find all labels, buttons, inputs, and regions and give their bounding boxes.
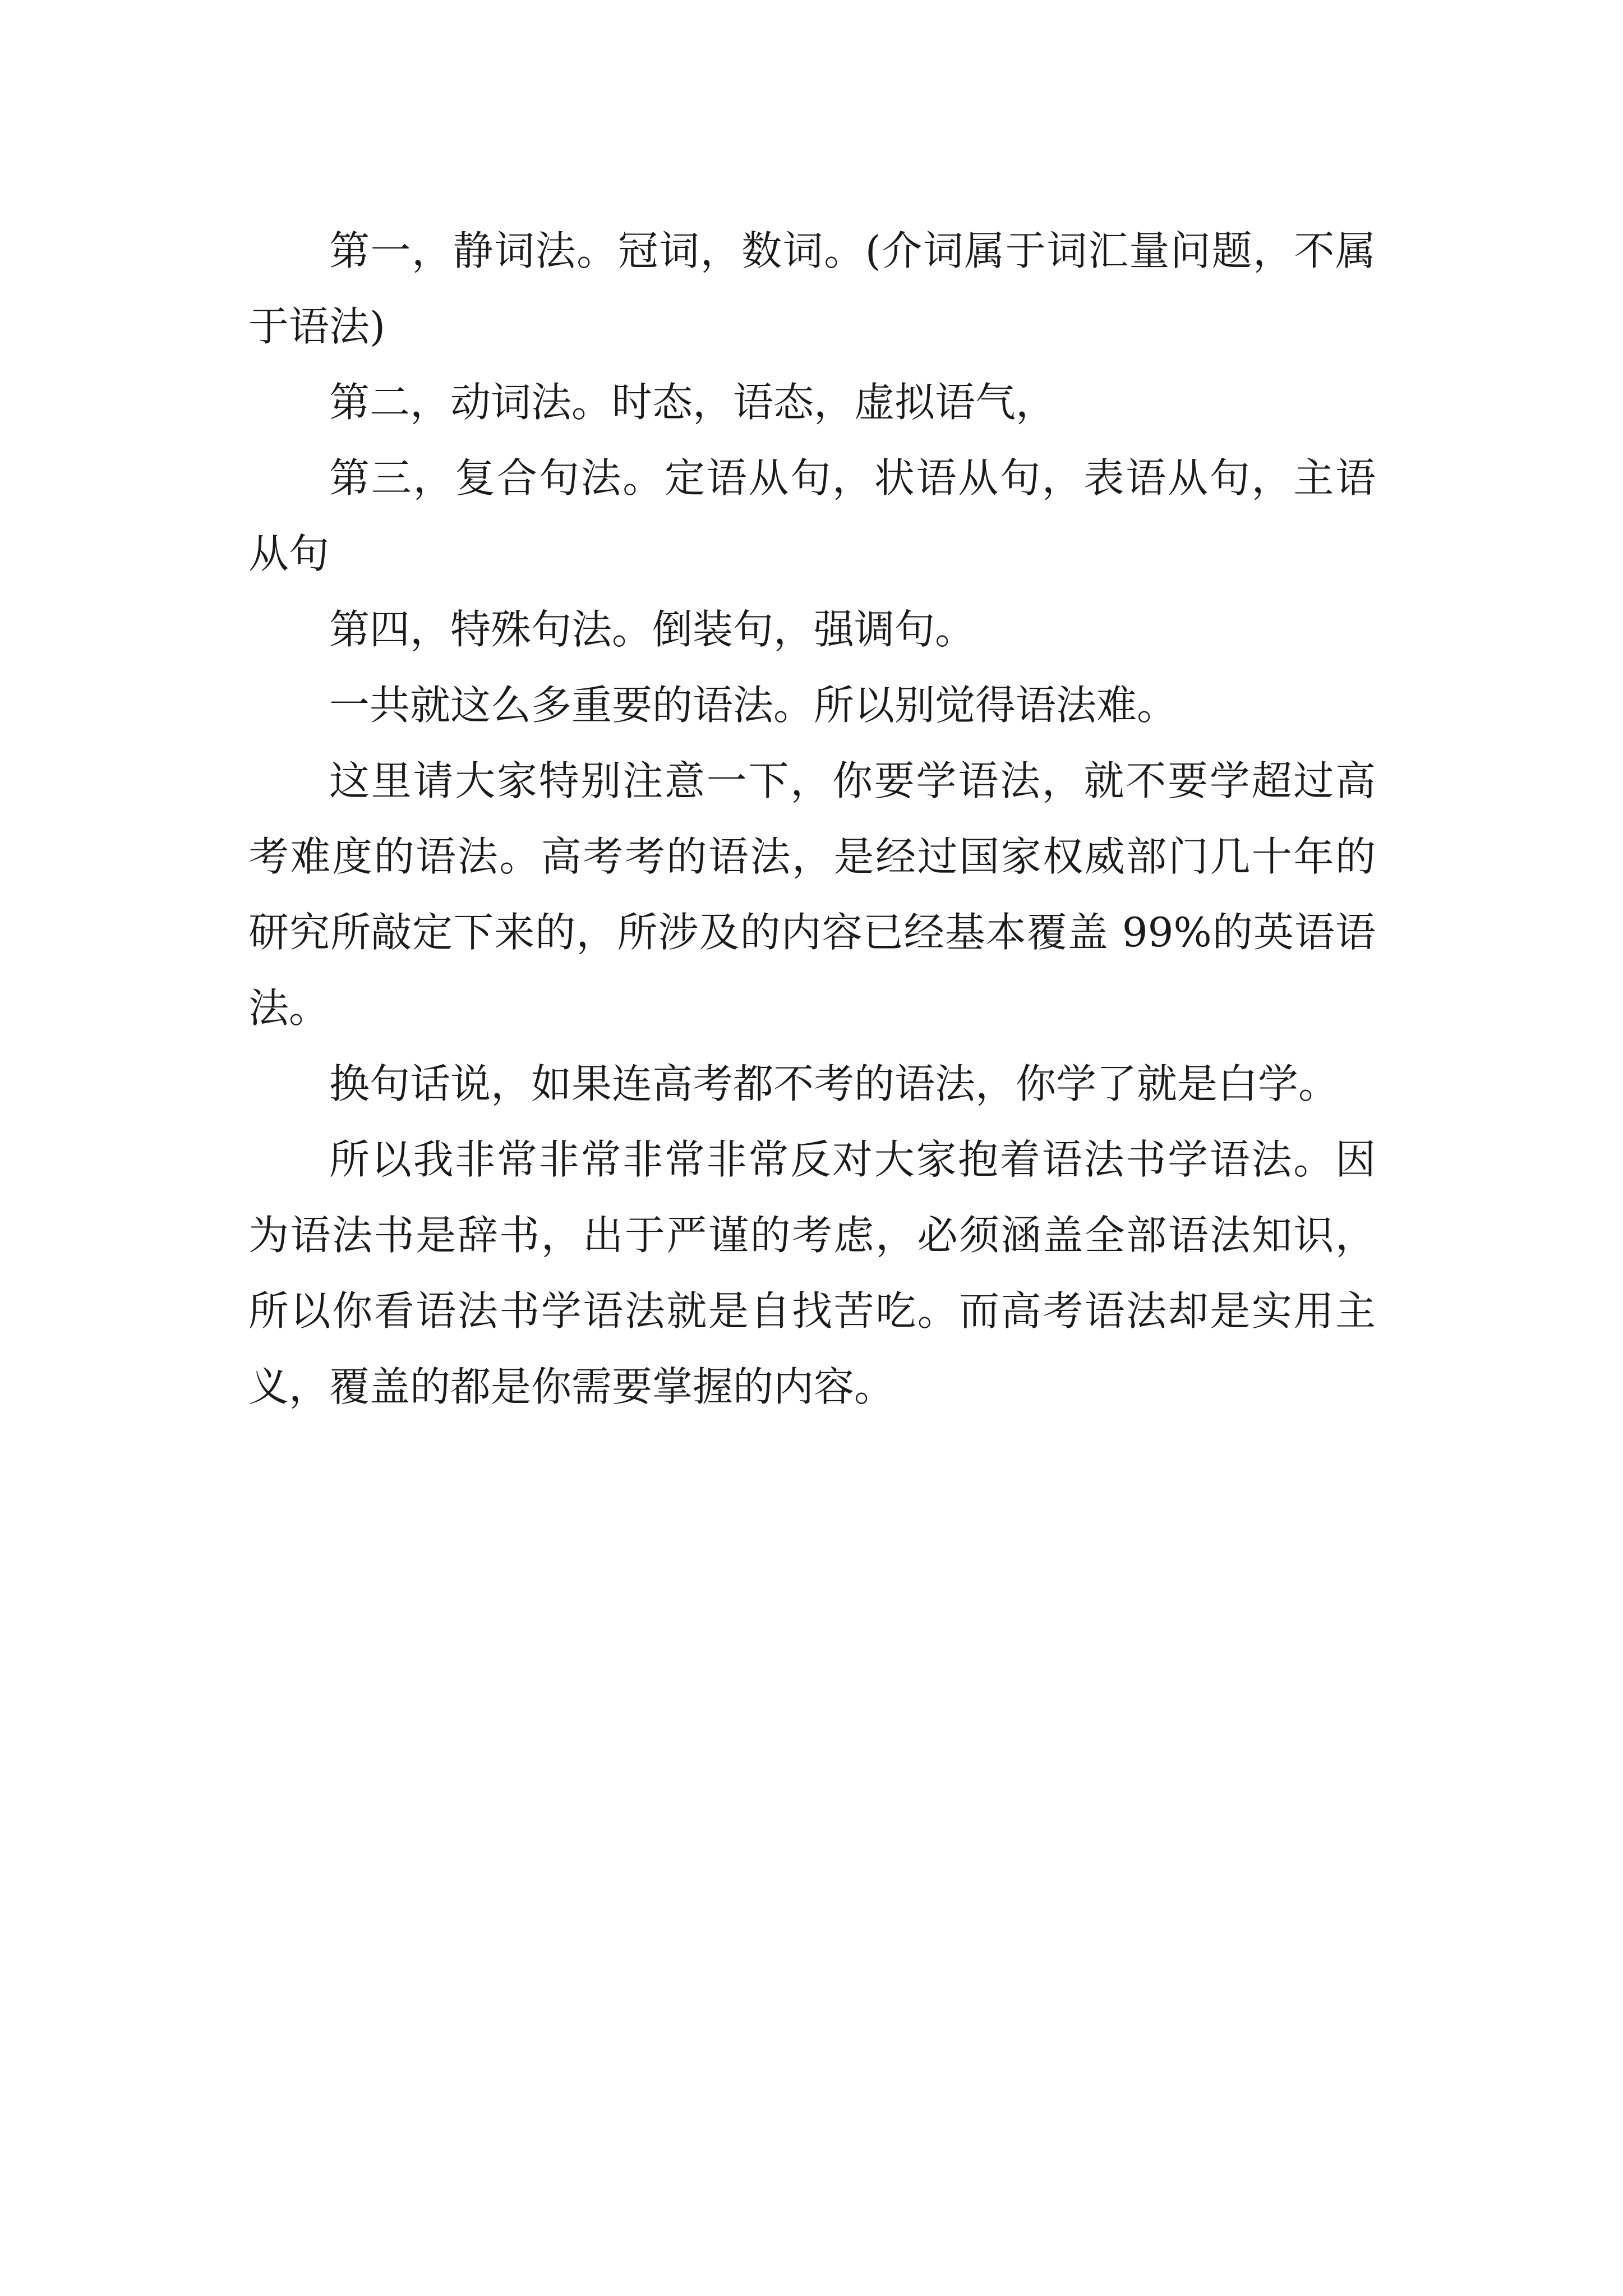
paragraph-summary: 一共就这么多重要的语法。所以别觉得语法难。 — [329, 682, 1178, 729]
paragraph-exam-difficulty-note: 这里请大家特别注意一下，你要学语法，就不要学超过高考难度的语法。高考考的语法，是经过国家权威部门几十年的研究所敲定下来的，所涉及的内容已经基本覆盖 99%的英语语法。 — [248, 757, 1376, 1032]
paragraph-complex-sentence-grammar: 第三，复合句法。定语从句，状语从句，表语从句，主语从句 — [248, 454, 1376, 577]
paragraph-special-sentence-grammar: 第四，特殊句法。倒装句，强调句。 — [329, 606, 976, 653]
paragraph-static-word-grammar: 第一，静词法。冠词，数词。(介词属于词汇量问题，不属于语法) — [248, 227, 1376, 350]
document-body — [248, 213, 1376, 1425]
paragraph-in-other-words: 换句话说，如果连高考都不考的语法，你学了就是白学。 — [329, 1060, 1339, 1107]
paragraph-grammar-book-advice: 所以我非常非常非常非常反对大家抱着语法书学语法。因为语法书是辞书，出于严谨的考虑，必须涵盖全部语法知识，所以你看语法书学语法就是自找苦吃。而高考语法却是实用主义，覆盖的都是你需要掌握的内容。 — [248, 1136, 1376, 1410]
paragraph-verb-grammar: 第二，动词法。时态，语态，虚拟语气， — [329, 379, 1057, 426]
